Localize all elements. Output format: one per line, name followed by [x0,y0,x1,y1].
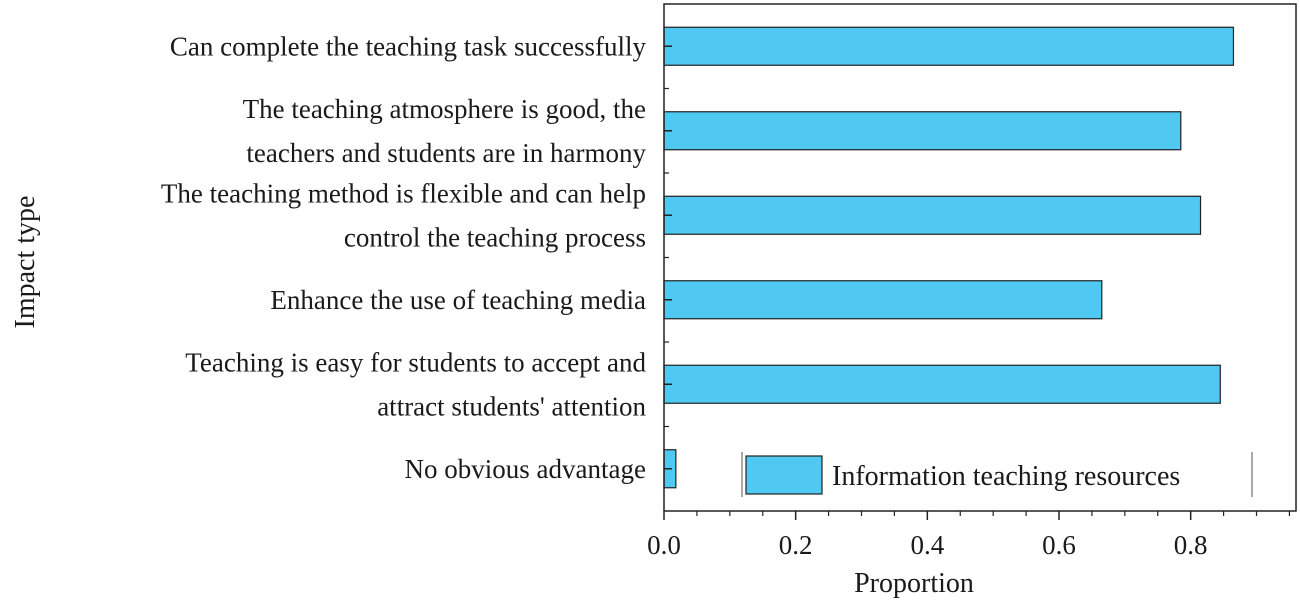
x-tick-label: 0.6 [1042,530,1076,560]
x-tick-label: 0.8 [1173,530,1208,560]
y-axis-title: Impact type [10,195,41,329]
x-tick-label: 0.0 [647,530,681,560]
y-category-labels [161,31,647,484]
y-category-label: The teaching method is flexible and can help [160,178,646,209]
bar [664,196,1201,234]
x-tick-label: 0.4 [910,530,945,560]
bar [664,112,1181,150]
bar [664,365,1220,403]
y-category-label: Teaching is easy for students to accept and [185,347,646,378]
y-category-label: control the teaching process [343,222,646,253]
y-category-label: The teaching atmosphere is good, the [242,93,646,124]
bar [664,281,1102,319]
axes-layer [664,4,1296,511]
bars-layer [664,27,1233,488]
x-tick-label: 0.2 [778,530,813,560]
y-category-label: No obvious advantage [404,453,646,484]
legend [742,452,1252,497]
bar [664,27,1233,65]
legend-label: Information teaching resources [832,461,1181,492]
x-axis-title: Proportion [854,568,974,599]
legend-swatch [746,456,822,494]
plot-frame [664,4,1296,511]
y-category-label: Enhance the use of teaching media [270,284,646,315]
y-category-label: attract students' attention [377,391,646,422]
y-category-label: Can complete the teaching task successfully [169,31,646,62]
y-category-label: teachers and students are in harmony [246,137,646,168]
x-ticks [647,511,1289,560]
